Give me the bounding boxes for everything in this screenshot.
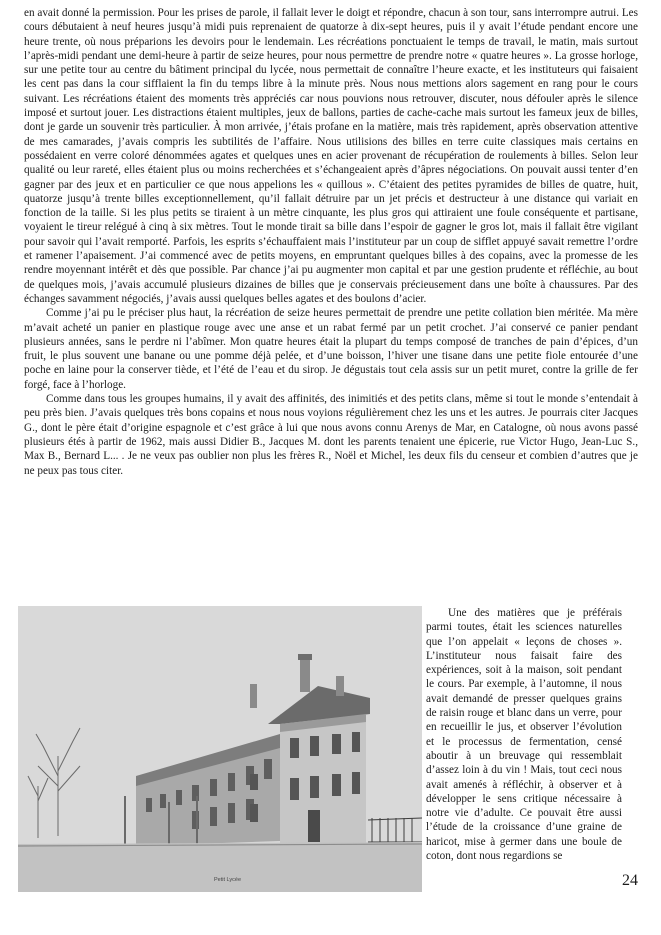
lower-section <box>18 606 638 926</box>
page-number: 24 <box>622 872 638 889</box>
school-building-photo <box>18 606 422 892</box>
page-body <box>24 6 638 478</box>
paragraph-recreation: en avait donné la permission. Pour les prises de parole, il fallait lever le doigt et répondre, chacun à son tour, sans interrompre autrui. Les cours débutaient à neuf heures jusqu’à midi puis reprenaient de quatorze à dix-sept heures, puis il y avait l’étude pendant encore une heure trente, où nous préparions les devoirs pour le lendemain. Les récréations ponctuaient le temps de travail, le matin, mais surtout l’après-midi pendant une demi-heure à partir de seize heures, pour nous permettre de prendre notre « quatre heures ». La grosse horloge, sur une petite tour au centre du bâtiment principal du lycée, nous permettait de connaître l’heure exacte, et les instituteurs qui faisaient les cent pas dans la cour sifflaient la fin du temps libre à la minute près. Nous nous mettions alors sagement en rang pour le cours suivant. Les récréations étaient des moments très appréciés car nous pouvions nous retrouver, discuter, nous défouler après le silence imposé et surtout jouer. Les distractions étaient multiples, jeux de ballons, parties de cache-cache mais surtout les fameux jeux de billes, dont je garde un souvenir très particulier. À mon arrivée, j’étais profane en la matière, mais très rapidement, après observation attentive de mes camarades, j’avais compris les subtilités de l’affaire. Nous utilisions des billes en terre cuite classiques mais certains en possédaient en verre coloré dénommées agates et quelques unes en acier provenant de récupération de roulements à billes. Selon leur qualité ou leur rareté, elles étaient plus ou moins recherchées et s’échangeaient après d’âpres négociations. On pouvait aussi tenter d’en gagner par des jeux et en particulier ce que nous appelions les « quillous ». C’étaient des petites pyramides de billes de quatre, huit, quatorze jusqu’à trente billes exceptionnellement, qu’il fallait détruire par un jet précis et destructeur à une distance qui variait en fonction de la taille. Si les plus petits se tiraient à un mètre cinquante, les plus gros qui attiraient une foule conséquente et partisane, voyaient le tireur relégué à cinq à six mètres. Tout le monde tirait sa bille dans l’espoir de gagner le gros lot, mais il fallait être vigilant pour savoir qui l’avait remporté. Parfois, les esprits s’échauffaient mais l’instituteur par un coup de sifflet appuyé savait remettre l’ordre et ramener l’apaisement. J’ai commencé avec de petits moyens, en empruntant quelques billes à des copains, avec la promesse de les rendre moyennant intérêt et dès que possible. Par chance j’ai pu augmenter mon capital et par une gestion prudente et réfléchie, au bout de quelques mois, j’avais accumulé plusieurs dizaines de billes que je conservais précieusement dans une boîte à chaussures. Par des échanges savamment négociés, j’avais aussi quelques belles agates et des boulons d’acier. <box>24 7 638 305</box>
paragraph-snack: Comme j’ai pu le préciser plus haut, la récréation de seize heures permettait de prendre une petite collation bien méritée. Ma mère m’avait acheté un panier en plastique rouge avec une anse et un rabat fermé par un petit crochet. J’ai conservé ce panier pendant plusieurs années, sans le perdre ni l’abîmer. Mon quatre heures était la plupart du temps composé de tranches de pain d’épices, d’un fruit, le plus souvent une banane ou une pomme déjà pelée, et d’une boisson, l’hiver une tisane dans une petite fiole entourée d’une poche en laine pour la conserver tiède, et l’été de l’eau et du sirop. Je dégustais tout cela assis sur un petit muret, contre la grille de fer forgé, face à l’horloge. <box>24 307 638 391</box>
photo-caption: Petit Lycée <box>214 877 242 883</box>
building-illustration <box>18 606 422 892</box>
paragraph-friends: Comme dans tous les groupes humains, il y avait des affinités, des inimitiés et des petits clans, même si tout le monde s’entendait à peu près bien. J’avais quelques très bons copains et nous nous voyions régulièrement chez les uns et les autres. Je pourrais citer Jacques G., dont le père était d’origine espagnole et c’est grâce à lui que nous avons connu Arenys de Mar, en Catalogne, où nous avons passé plusieurs étés à partir de 1962, mais aussi Didier B., Jacques M. dont les parents tenaient une épicerie, rue Victor Hugo, Jean-Luc S., Max B., Bernard L... . Je ne veux pas oublier non plus les frères R., Noël et Michel, les deux fils du censeur et combien d’autres que je ne peux pas tous citer. <box>24 393 638 477</box>
paragraph-science: Une des matières que je préférais parmi toutes, était les sciences naturelles que l’on appelait « leçons de choses ». L’instituteur nous faisait faire des expériences, soit à la maison, soit pendant le cours. Par exemple, à l’automne, il nous avait demandé de presser quelques grains de raisin rouge et blanc dans un verre, pour en recueillir le jus, et observer l’évolution et le processus de fermentation, censé aboutir à un breuvage qui ressemblait d’assez loin à du vin ! Mais, tout ceci nous avait amenés à réfléchir, à observer et à développer le sens critique nécessaire à notre vie d’adulte. Ce pouvait être aussi l’étude de la croissance d’une graine de haricot, mise à germer dans une boule de coton, dont nous regardions se <box>426 607 622 863</box>
side-column <box>426 606 622 863</box>
